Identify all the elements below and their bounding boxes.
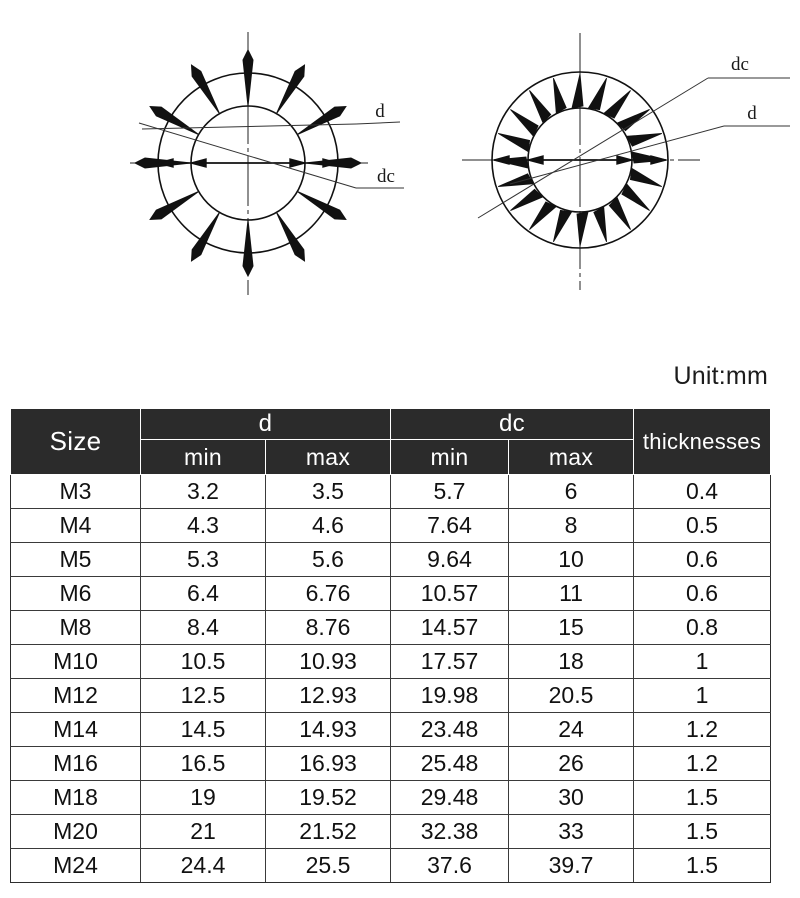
table-row (11, 509, 771, 543)
table-row (11, 679, 771, 713)
cell-size: M3 (11, 475, 141, 509)
header-dc-max: max (509, 440, 634, 475)
cell-dc-max: 24 (509, 713, 634, 747)
table-header-group-row (11, 409, 771, 440)
cell-dc-max: 8 (509, 509, 634, 543)
table-row (11, 577, 771, 611)
cell-d-min: 24.4 (141, 849, 266, 883)
header-group-dc: dc (391, 409, 634, 440)
cell-dc-min: 25.48 (391, 747, 509, 781)
technical-drawings (0, 0, 800, 330)
cell-d-max: 3.5 (266, 475, 391, 509)
cell-size: M14 (11, 713, 141, 747)
cell-thickness: 0.6 (634, 543, 771, 577)
cell-size: M4 (11, 509, 141, 543)
specification-table-container (10, 408, 770, 883)
cell-thickness: 1.2 (634, 713, 771, 747)
cell-d-min: 14.5 (141, 713, 266, 747)
table-row (11, 611, 771, 645)
cell-size: M8 (11, 611, 141, 645)
cell-dc-min: 9.64 (391, 543, 509, 577)
cell-d-max: 16.93 (266, 747, 391, 781)
cell-d-min: 6.4 (141, 577, 266, 611)
cell-dc-min: 14.57 (391, 611, 509, 645)
header-group-d: d (141, 409, 391, 440)
table-header (11, 409, 771, 475)
cell-thickness: 0.6 (634, 577, 771, 611)
cell-d-max: 21.52 (266, 815, 391, 849)
cell-dc-min: 19.98 (391, 679, 509, 713)
cell-dc-max: 10 (509, 543, 634, 577)
cell-dc-min: 10.57 (391, 577, 509, 611)
cell-size: M6 (11, 577, 141, 611)
header-thicknesses: thicknesses (634, 409, 771, 475)
cell-dc-max: 30 (509, 781, 634, 815)
cell-d-max: 25.5 (266, 849, 391, 883)
left-dc-label: dc (377, 166, 395, 187)
cell-d-max: 8.76 (266, 611, 391, 645)
table-row (11, 815, 771, 849)
cell-dc-max: 18 (509, 645, 634, 679)
left-dc-leader-line (139, 123, 404, 188)
cell-thickness: 1.5 (634, 849, 771, 883)
cell-d-min: 5.3 (141, 543, 266, 577)
cell-d-max: 14.93 (266, 713, 391, 747)
right-d-label: d (747, 103, 757, 124)
header-dc-min: min (391, 440, 509, 475)
cell-dc-max: 6 (509, 475, 634, 509)
cell-size: M5 (11, 543, 141, 577)
cell-size: M12 (11, 679, 141, 713)
cell-dc-max: 39.7 (509, 849, 634, 883)
cell-dc-min: 32.38 (391, 815, 509, 849)
cell-size: M10 (11, 645, 141, 679)
cell-d-min: 8.4 (141, 611, 266, 645)
header-d-max: max (266, 440, 391, 475)
cell-thickness: 1 (634, 645, 771, 679)
cell-thickness: 1.2 (634, 747, 771, 781)
left-washer-drawing (130, 32, 404, 295)
cell-thickness: 0.8 (634, 611, 771, 645)
cell-d-min: 16.5 (141, 747, 266, 781)
table-row (11, 645, 771, 679)
cell-dc-min: 23.48 (391, 713, 509, 747)
cell-d-max: 5.6 (266, 543, 391, 577)
cell-size: M24 (11, 849, 141, 883)
cell-dc-max: 26 (509, 747, 634, 781)
cell-d-min: 3.2 (141, 475, 266, 509)
right-dc-label: dc (731, 54, 749, 75)
cell-dc-min: 7.64 (391, 509, 509, 543)
left-d-label: d (375, 101, 385, 122)
table-body (11, 475, 771, 883)
cell-dc-max: 15 (509, 611, 634, 645)
cell-size: M18 (11, 781, 141, 815)
cell-dc-min: 5.7 (391, 475, 509, 509)
cell-thickness: 0.5 (634, 509, 771, 543)
cell-d-min: 19 (141, 781, 266, 815)
table-row (11, 781, 771, 815)
cell-thickness: 1.5 (634, 781, 771, 815)
cell-thickness: 0.4 (634, 475, 771, 509)
cell-size: M20 (11, 815, 141, 849)
cell-thickness: 1 (634, 679, 771, 713)
header-d-min: min (141, 440, 266, 475)
unit-note: Unit:mm (673, 362, 768, 390)
specification-table (10, 408, 771, 883)
header-size: Size (11, 409, 141, 475)
cell-d-min: 12.5 (141, 679, 266, 713)
cell-dc-max: 11 (509, 577, 634, 611)
cell-size: M16 (11, 747, 141, 781)
right-washer-drawing (462, 33, 790, 290)
cell-d-max: 12.93 (266, 679, 391, 713)
table-row (11, 475, 771, 509)
cell-thickness: 1.5 (634, 815, 771, 849)
cell-d-min: 4.3 (141, 509, 266, 543)
cell-d-max: 10.93 (266, 645, 391, 679)
cell-dc-max: 33 (509, 815, 634, 849)
cell-dc-min: 29.48 (391, 781, 509, 815)
cell-dc-min: 37.6 (391, 849, 509, 883)
cell-d-min: 10.5 (141, 645, 266, 679)
table-row (11, 543, 771, 577)
cell-d-max: 4.6 (266, 509, 391, 543)
cell-dc-min: 17.57 (391, 645, 509, 679)
table-row (11, 849, 771, 883)
cell-d-max: 6.76 (266, 577, 391, 611)
cell-d-min: 21 (141, 815, 266, 849)
table-row (11, 713, 771, 747)
table-row (11, 747, 771, 781)
cell-d-max: 19.52 (266, 781, 391, 815)
cell-dc-max: 20.5 (509, 679, 634, 713)
